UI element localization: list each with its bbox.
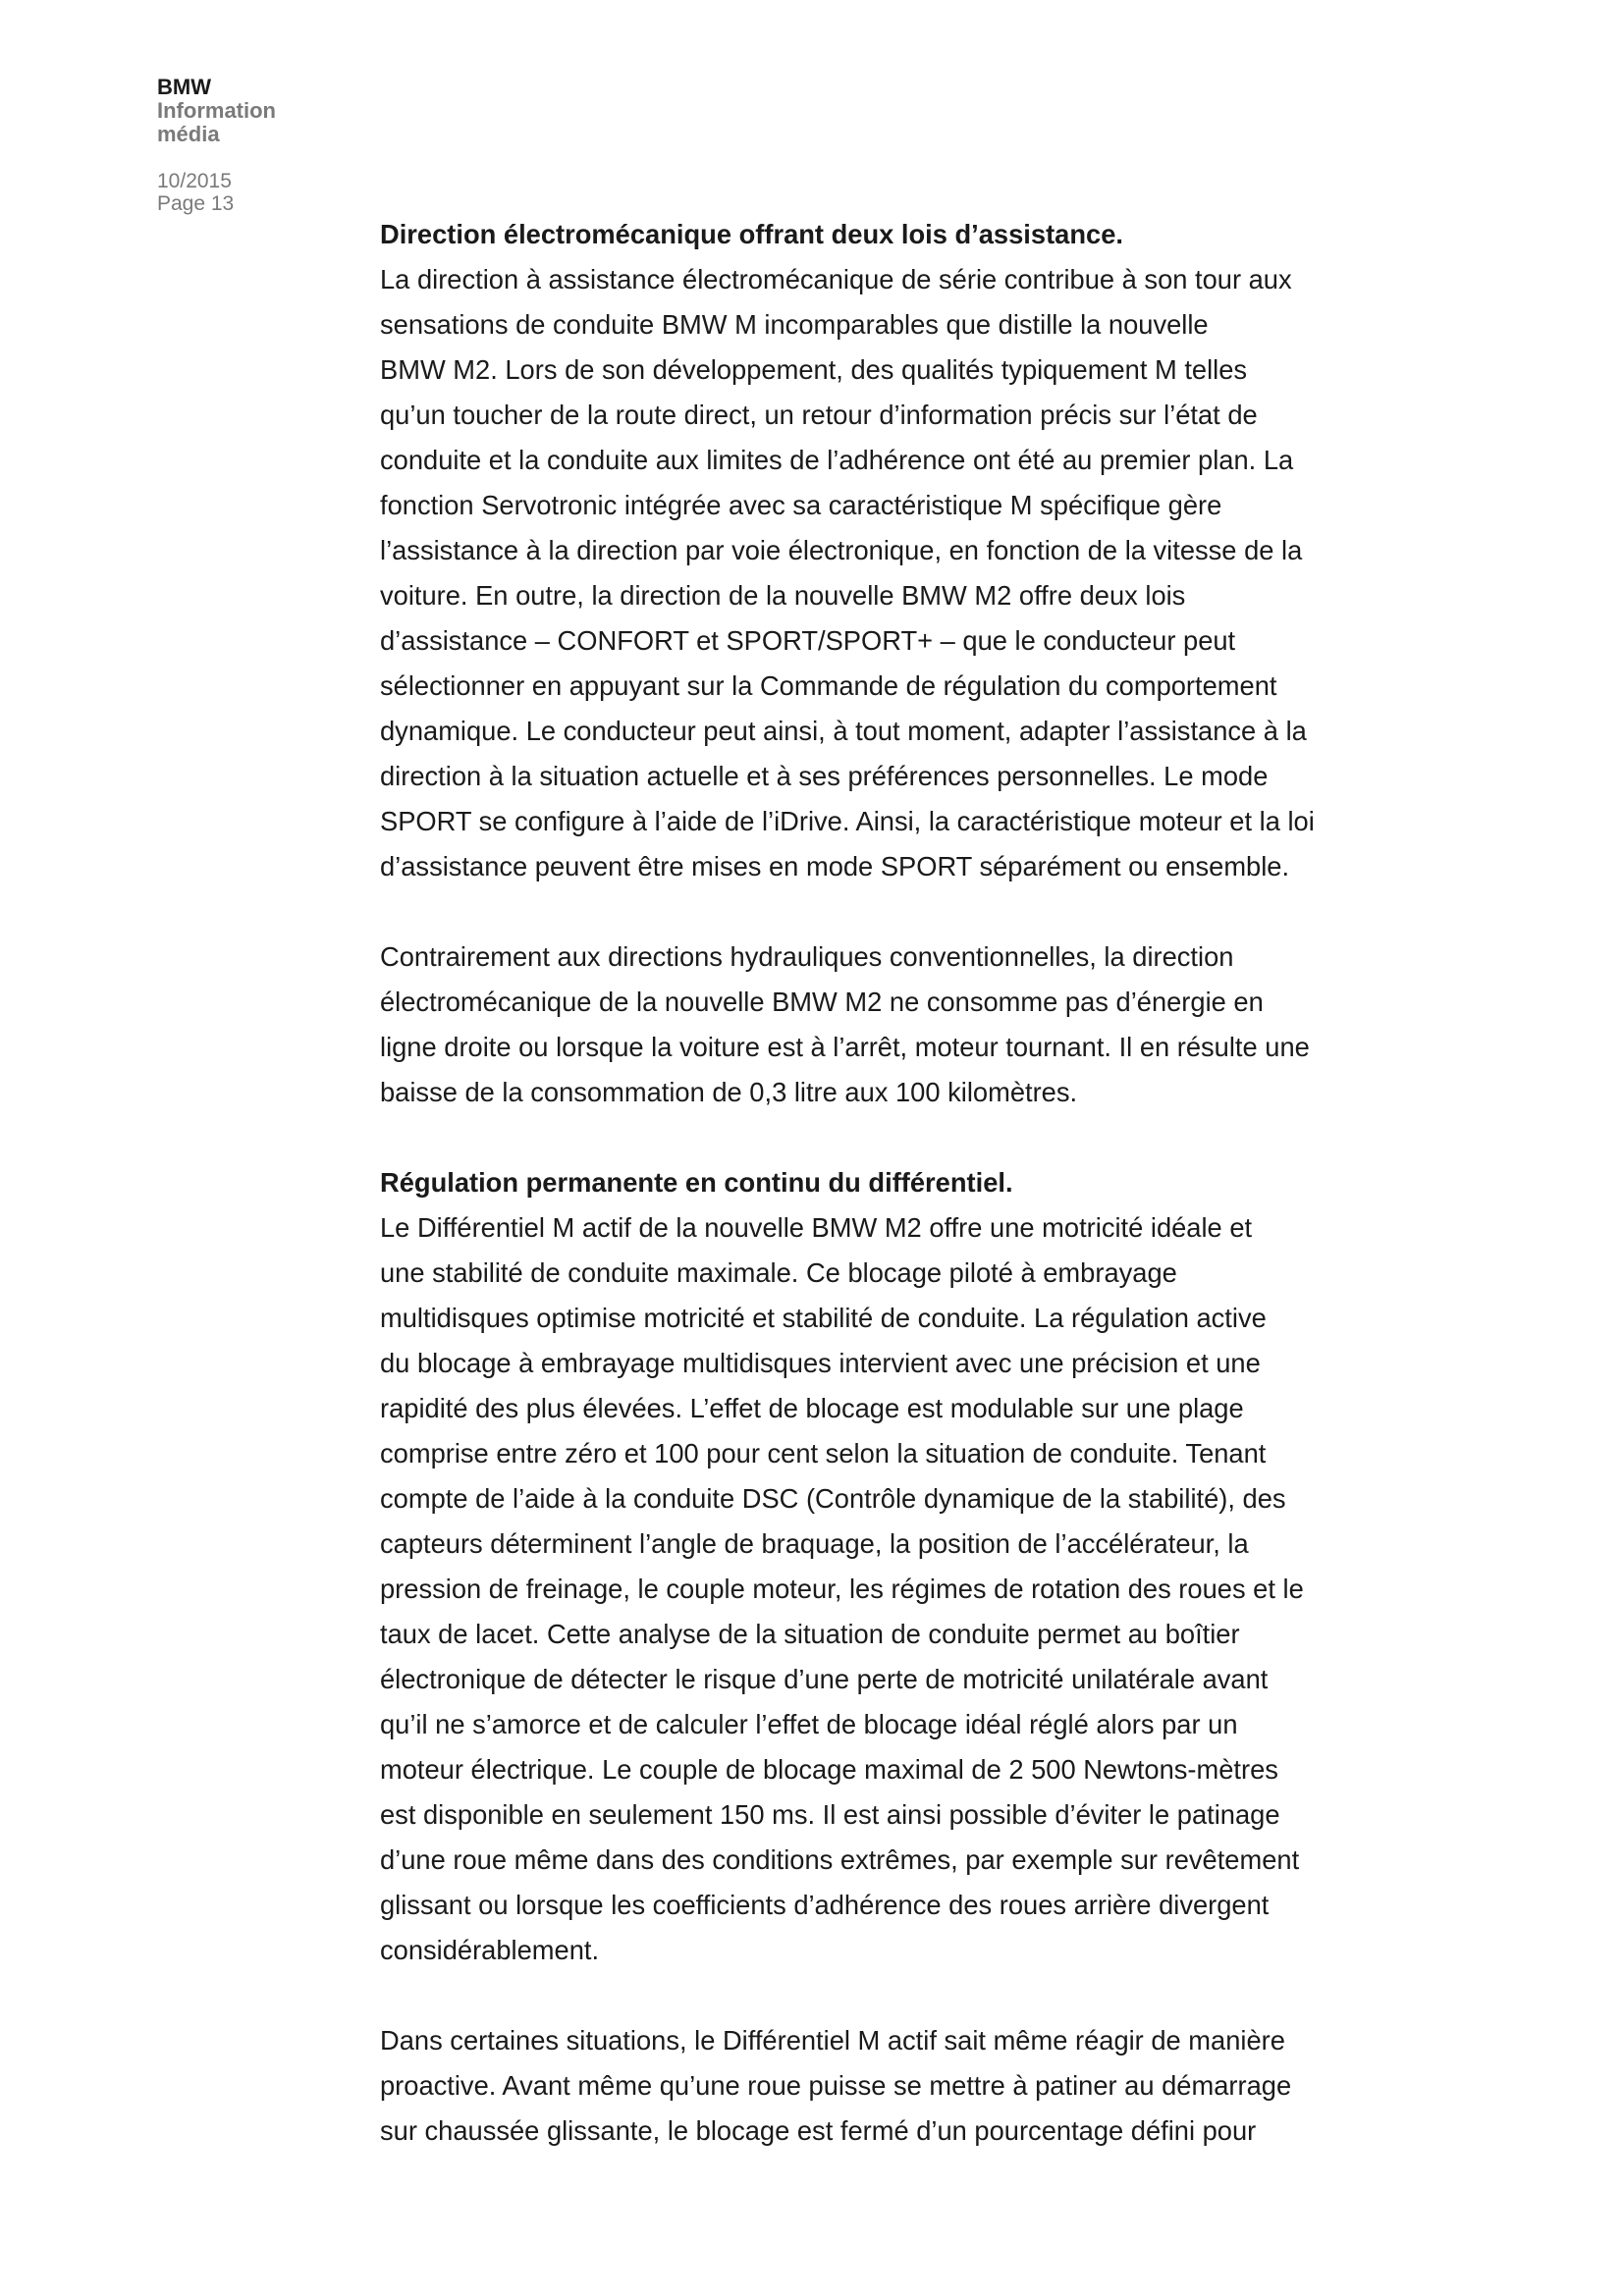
text-line: moteur électrique. Le couple de blocage maximal de 2 500 Newtons-mètres [380, 1754, 1278, 1785]
text-line: conduite et la conduite aux limites de l’adhérence ont été au premier plan. La [380, 445, 1294, 475]
text-line: sélectionner en appuyant sur la Commande de régulation du comportement [380, 670, 1277, 701]
paragraph [380, 257, 1421, 889]
text-line: une stabilité de conduite maximale. Ce blocage piloté à embrayage [380, 1257, 1177, 1288]
text-line: ligne droite ou lorsque la voiture est à l’arrêt, moteur tournant. Il en résulte une [380, 1032, 1310, 1062]
document-date: 10/2015 [157, 170, 232, 192]
document-meta [157, 170, 353, 215]
document-body [380, 212, 1421, 2154]
text-line: BMW M2. Lors de son développement, des qualités typiquement M telles [380, 354, 1248, 385]
paragraph-spacer [380, 1973, 1421, 2018]
paragraph [380, 1205, 1421, 1973]
text-line: baisse de la consommation de 0,3 litre aux 100 kilomètres. [380, 1077, 1078, 1107]
text-line: fonction Servotronic intégrée avec sa caractéristique M spécifique gère [380, 490, 1222, 520]
text-line: direction à la situation actuelle et à ses préférences personnelles. Le mode [380, 761, 1269, 791]
text-line: glissant ou lorsque les coefficients d’adhérence des roues arrière divergent [380, 1890, 1270, 1920]
division-line-1: Information [157, 98, 276, 123]
text-line: voiture. En outre, la direction de la nouvelle BMW M2 offre deux lois [380, 580, 1186, 611]
text-line: La direction à assistance électromécanique de série contribue à son tour aux [380, 264, 1292, 294]
text-line: du blocage à embrayage multidisques intervient avec une précision et une [380, 1348, 1261, 1378]
text-line: d’assistance peuvent être mises en mode SPORT séparément ou ensemble. [380, 851, 1290, 881]
text-line: qu’un toucher de la route direct, un retour d’information précis sur l’état de [380, 400, 1258, 430]
text-line: électronique de détecter le risque d’une perte de motricité unilatérale avant [380, 1664, 1269, 1694]
paragraph-spacer [380, 1115, 1421, 1160]
text-line: multidisques optimise motricité et stabilité de conduite. La régulation active [380, 1303, 1267, 1333]
section-heading: Direction électromécanique offrant deux lois d’assistance. [380, 219, 1123, 249]
paragraph-spacer [380, 889, 1421, 934]
text-line: pression de freinage, le couple moteur, les régimes de rotation des roues et le [380, 1574, 1304, 1604]
text-line: qu’il ne s’amorce et de calculer l’effet de blocage idéal réglé alors par un [380, 1709, 1238, 1739]
page-number: Page 13 [157, 192, 235, 215]
text-line: sensations de conduite BMW M incomparables que distille la nouvelle [380, 309, 1209, 340]
text-line: SPORT se configure à l’aide de l’iDrive. Ainsi, la caractéristique moteur et la loi [380, 806, 1315, 836]
text-line: Dans certaines situations, le Différentiel M actif sait même réagir de manière [380, 2025, 1285, 2056]
division-line-2: média [157, 122, 220, 146]
brand-name: BMW [157, 75, 211, 99]
text-line: d’assistance – CONFORT et SPORT/SPORT+ – que le conducteur peut [380, 625, 1236, 656]
section-heading: Régulation permanente en continu du différentiel. [380, 1167, 1013, 1198]
text-line: électromécanique de la nouvelle BMW M2 ne consomme pas d’énergie en [380, 987, 1264, 1017]
text-line: taux de lacet. Cette analyse de la situation de conduite permet au boîtier [380, 1619, 1240, 1649]
text-line: d’une roue même dans des conditions extrêmes, par exemple sur revêtement [380, 1844, 1300, 1875]
paragraph [380, 2018, 1421, 2154]
text-line: Le Différentiel M actif de la nouvelle BMW M2 offre une motricité idéale et [380, 1212, 1253, 1243]
text-line: dynamique. Le conducteur peut ainsi, à tout moment, adapter l’assistance à la [380, 716, 1307, 746]
text-line: l’assistance à la direction par voie électronique, en fonction de la vitesse de la [380, 535, 1303, 565]
text-line: est disponible en seulement 150 ms. Il est ainsi possible d’éviter le patinage [380, 1799, 1280, 1830]
text-line: proactive. Avant même qu’une roue puisse se mettre à patiner au démarrage [380, 2070, 1292, 2101]
text-line: comprise entre zéro et 100 pour cent selon la situation de conduite. Tenant [380, 1438, 1267, 1468]
text-line: compte de l’aide à la conduite DSC (Contrôle dynamique de la stabilité), des [380, 1483, 1286, 1514]
text-line: rapidité des plus élevées. L’effet de blocage est modulable sur une plage [380, 1393, 1244, 1423]
document-header [157, 75, 353, 215]
text-line: considérablement. [380, 1935, 600, 1965]
text-line: capteurs déterminent l’angle de braquage, la position de l’accélérateur, la [380, 1528, 1249, 1559]
paragraph [380, 934, 1421, 1115]
text-line: Contrairement aux directions hydrauliques conventionnelles, la direction [380, 941, 1234, 972]
text-line: sur chaussée glissante, le blocage est fermé d’un pourcentage défini pour [380, 2115, 1257, 2146]
